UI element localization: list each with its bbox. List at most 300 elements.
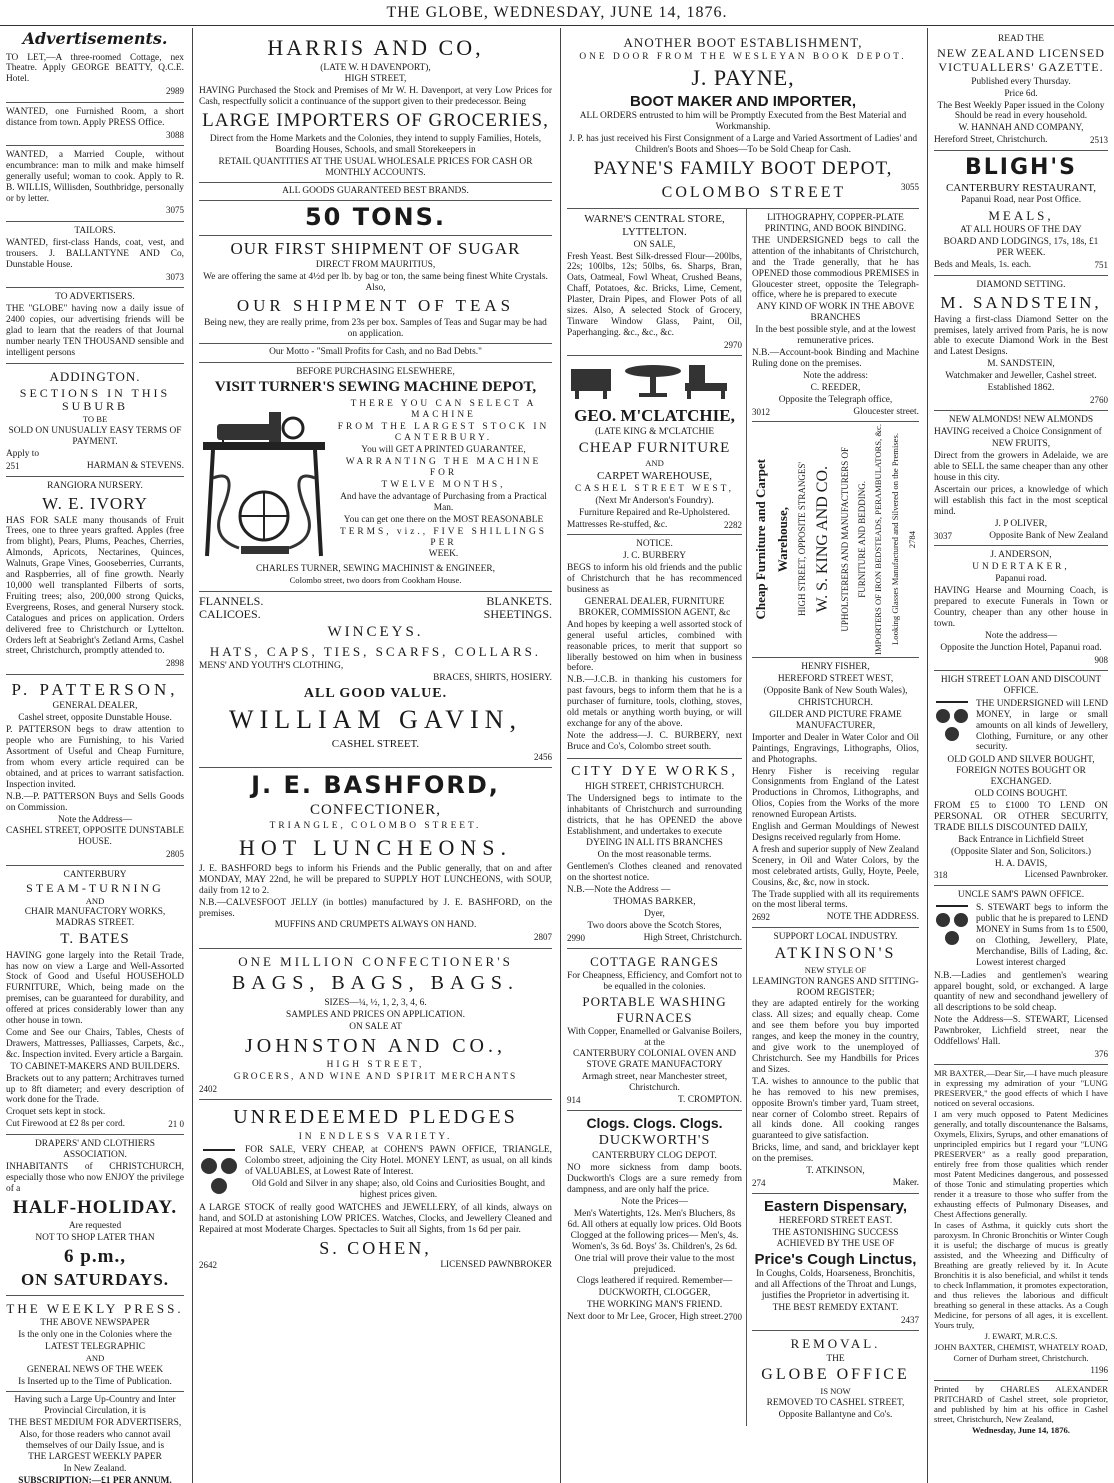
bashford-ad	[199, 768, 552, 949]
best-style: In the best possible style, and at the lowest remunerative prices.	[755, 325, 916, 347]
payne-ad	[567, 30, 919, 209]
patterson-cashel: CASHEL STREET, OPPOSITE DUNSTABLE HOUSE.	[6, 826, 184, 848]
all-hours: AT ALL HOURS OF THE DAY	[960, 225, 1082, 236]
old-gold-text: Old Gold and Silver in any shape; also, old Coins and Curiosities Bought, and highest prices given.	[252, 1179, 545, 1200]
patterson-address: Cashel street, opposite Dunstable House.	[18, 713, 172, 724]
oliver-name: J. P OLIVER,	[994, 518, 1048, 529]
printer-imprint: Printed by CHARLES ALEXANDER PRITCHARD of Cashel street, sole proprietor, and published by him at his office in Cashel street, Christchurch, New Zealand,	[934, 1383, 1108, 1424]
bashford-text: J. E. BASHFORD begs to inform his Friends and the Public generally, that on and after MONDAY, MAY 22nd, he will be prepared to SUPPLY HOT LUNCHEONS, with SOUP, daily from 12 to 2.	[199, 863, 552, 896]
john-baxter: JOHN BAXTER, CHEMIST, WHATELY ROAD,	[934, 1341, 1108, 1352]
bligh-ad	[934, 151, 1108, 276]
hats-caps: HATS, CAPS, TIES, SCARFS, COLLARS.	[209, 643, 542, 659]
christchurch: CHRISTCHURCH.	[798, 698, 873, 709]
asthma-text: In cases of Asthma, it quickly cuts short the paroxysm. In Chronic Bronchitis or Winter Cough it is useful; the discharge of mucus is greatly assisted, and the Wheezing and Difficulty of Breathing are greatly relieved by it. In Acute Bronchitis it is also beneficial, and whilst it tends to check Inflammation, it promotes expectoration, and thus relieves the laborious and difficult breathing so general in these attacks. As a Cough Medicine, for persons of all ages, it is excellent. Yours truly,	[934, 1219, 1108, 1330]
atkinson-name: ATKINSON'S	[774, 945, 897, 963]
one-million: ONE MILLION CONFECTIONER'S	[238, 953, 513, 969]
calvesfoot-text: N.B.—CALVESFOOT JELLY (in bottles) manufactured by J. E. BASHFORD, on the premises.	[199, 897, 552, 919]
no-more-text: NO more sickness from damp boots. Duckworth's Clogs are a sure remedy from dampness, and are only half the price.	[567, 1163, 742, 1196]
ad-number: 2513	[1090, 135, 1108, 146]
harris-ad	[199, 30, 552, 363]
maker-text: Maker.	[892, 1177, 919, 1188]
ad-number: 376	[1094, 1049, 1108, 1059]
hot-luncheons: HOT LUNCHEONS.	[238, 835, 513, 861]
retail-text: RETAIL QUANTITIES AT THE USUAL WHOLESALE PRICES FOR CASH OR MONTHLY ACCOUNTS.	[218, 156, 533, 178]
oven-manufactory: CANTERBURY COLONIAL OVEN AND STOVE GRATE MANUFACTORY	[572, 1049, 737, 1071]
steam-turning-heading: STEAM-TURNING	[26, 880, 164, 895]
tailors-ad	[6, 222, 184, 288]
tailors-heading: TAILORS.	[74, 225, 116, 236]
papanui-road: Papanui road.	[995, 574, 1047, 585]
gilder-text: GILDER AND PICTURE FRAME MANUFACTURER,	[769, 710, 902, 731]
ad-number: 2807	[534, 932, 552, 943]
scenery-text: A fresh and superior supply of New Zealand Scenery, in Oil and Water Colors, by the most celebrated artists, Gully, Hoyte, Peele, Cousins, &c, &c, now in stock.	[752, 844, 919, 888]
ad-number: 2805	[166, 849, 184, 860]
column-4	[927, 28, 1114, 1483]
warne-sale: ON SALE,	[633, 239, 676, 250]
removal-heading: REMOVAL.	[790, 1336, 881, 1352]
undertaker-text: UNDERTAKER,	[972, 562, 1070, 573]
harris-text: HAVING Purchased the Stock and Premises of Mr W. H. Davenport, at very Low Prices for Cash, respectfully solicit a continuance of the support given to their predecessor. Being	[199, 86, 552, 108]
and-text: AND	[645, 458, 664, 469]
brackets-text: Brackets out to any pattern; Architraves turned up to 8ft diameter; and every description of work done for the Trade.	[6, 1073, 184, 1106]
before-text: BEFORE PURCHASING ELSEWHERE,	[296, 367, 455, 378]
cashel-street: CASHEL STREET.	[331, 738, 420, 751]
note-address: Note the address:	[802, 370, 869, 381]
ad-number: 2898	[166, 658, 184, 669]
ad-number: 21 0	[168, 1119, 184, 1130]
to-be-text: TO BE	[82, 414, 108, 425]
on-sale-text: ON SALE AT	[349, 1021, 402, 1032]
turner-ad	[199, 363, 552, 591]
subscription-text: SUBSCRIPTION:—£1 PER ANNUM.	[18, 1476, 172, 1483]
hereford-east: HEREFORD STREET EAST.	[778, 1216, 893, 1227]
payne-name: J. PAYNE,	[691, 64, 795, 90]
masthead: THE GLOBE, WEDNESDAY, JUNE 14, 1876.	[0, 0, 1114, 26]
half-holiday: HALF-HOLIDAY.	[12, 1196, 178, 1218]
note-the-address: NOTE THE ADDRESS.	[826, 912, 919, 923]
reasonable-terms: On the most reasonable terms.	[597, 850, 712, 861]
general-dealer: GENERAL DEALER, FURNITURE BROKER, COMMISSION AGENT, &c	[578, 596, 731, 618]
old-coins: OLD COINS BOUGHT.	[974, 789, 1068, 800]
trade-text: The Trade supplied with all its requirements on the most liberal terms.	[752, 889, 919, 911]
ad-number: 2402	[199, 1083, 217, 1094]
boot-maker: BOOT MAKER AND IMPORTER,	[629, 92, 857, 110]
next-anderson: (Next Mr Anderson's Foundry).	[595, 495, 714, 506]
muffins-text: MUFFINS AND CRUMPETS ALWAYS ON HAND.	[274, 920, 477, 931]
hannah-name: W. HANNAH AND COMPANY,	[958, 123, 1084, 134]
another-boot: ANOTHER BOOT ESTABLISHMENT,	[623, 35, 863, 50]
late-king: (LATE KING & M'CLATCHIE	[594, 426, 715, 437]
beds-text: Beds and Meals, 1s. each.	[934, 260, 1032, 271]
canterbury-text: CANTERBURY	[63, 869, 127, 880]
one-door: ONE DOOR FROM THE WESLEYAN BOOK DEPOT.	[579, 52, 907, 63]
one-trial: One trial will prove their value to the most prejudiced.	[574, 1253, 735, 1275]
terms-text: TERMS, viz., FIVE SHILLINGS PER	[339, 526, 548, 548]
all-good-value: ALL GOOD VALUE.	[303, 685, 448, 701]
is-now: IS NOW	[820, 1385, 851, 1396]
patterson-text: P. PATTERSON begs to draw attention to people who are Furnishing, to his Varied Assortment of Useful and Cheap Furniture, from whom every article required can be obtained, and at prices to warrant satisfaction. Inspection invited.	[6, 725, 184, 790]
harris-late: (LATE W. H DAVENPORT),	[320, 62, 431, 73]
patterson-sub: GENERAL DEALER,	[52, 701, 138, 712]
oliver-address: Opposite Bank of New Zealand	[989, 530, 1108, 541]
sections-text: SECTIONS IN THIS SUBURB	[19, 385, 171, 414]
anderson-ad	[934, 546, 1108, 671]
ad-number: 914	[567, 1095, 581, 1106]
inhabitants-text: INHABITANTS of CHRISTCHURCH, especially those who now ENJOY the privilege of a	[6, 1161, 184, 1194]
prices-note: Note the Prices—	[621, 1197, 688, 1208]
twelve-months: TWELVE MONTHS,	[381, 480, 506, 491]
stewart-ad	[934, 886, 1108, 1065]
ad-number: 318	[934, 870, 948, 881]
ad-number: 2282	[724, 519, 742, 530]
fifty-tons: 50 TONS.	[304, 202, 446, 231]
turner-address: Colombo street, two doors from Cookham House.	[289, 574, 462, 585]
teas-heading: OUR SHIPMENT OF TEAS	[236, 295, 515, 315]
sold-text: SOLD ON UNUSUALLY EASY TERMS OF PAYMENT.	[8, 426, 182, 448]
ad-number: 1196	[1090, 1364, 1108, 1375]
ad-number: 3037	[934, 530, 952, 541]
sandstein-name: M. SANDSTEIN,	[987, 359, 1055, 370]
established-text: Established 1862.	[987, 383, 1055, 394]
notice-heading: NOTICE.	[636, 539, 673, 550]
leathered-text: Clogs leathered if required. Remember—	[576, 1276, 733, 1287]
armagh-text: Armagh street, near Manchester street, Christchurch.	[581, 1072, 728, 1094]
triangle-text: TRIANGLE, COLOMBO STREET.	[269, 821, 482, 832]
ivory-name: W. E. IVORY	[42, 493, 148, 513]
leamington-text: LEAMINGTON RANGES AND SITTING-ROOM REGISTER;	[752, 976, 919, 998]
high-street: High Street, Christchurch.	[643, 932, 742, 943]
visit-turner: VISIT TURNER'S SEWING MACHINE DEPOT,	[214, 379, 537, 396]
duckworth-clogger: DUCKWORTH, CLOGGER,	[598, 1288, 711, 1299]
watchmaker-text: Watchmaker and Jeweller, Cashel street.	[945, 371, 1097, 382]
loan-heading: HIGH STREET LOAN AND DISCOUNT OFFICE.	[940, 675, 1102, 696]
direct-text: Direct from the Home Markets and the Colonies, they intend to supply Families, Hotels, Boarding Houses, Schools, and small Storekeepers in	[209, 134, 542, 156]
also-text: Also, for those readers who cannot avail themselves of our Daily Issue, and is	[19, 1429, 171, 1451]
pawnbroker-balls-icon	[934, 698, 970, 746]
there-text: THERE YOU CAN SELECT A MACHINE	[350, 398, 537, 420]
oliver-ad	[934, 411, 1108, 546]
warranting-text: WARRANTING THE MACHINE FOR	[345, 457, 542, 479]
calicoes: CALICOES.	[199, 607, 261, 622]
patterson-nb: N.B.—P. PATTERSON Buys and Sells Goods on Commission.	[6, 791, 184, 813]
weekly-press-ad	[6, 1296, 184, 1483]
junction-text: Opposite the Junction Hotel, Papanui road.	[940, 642, 1102, 653]
nb-jcb: N.B.—J.C.B. in thanking his customers for past favours, begs to inform them that he is a purchaser of furniture, tools, clothing, stoves, old metals or anything worth buying, or will exchange for any of the above.	[567, 675, 742, 729]
hopes-text: And hopes by keeping a well assorted stock of general useful articles, combined with reasonable prices, to merit that support so liberally bestowed on him when in business before.	[567, 619, 742, 674]
steam-turning-ad	[6, 866, 184, 1135]
two-doors: Two doors above the Scotch Stores,	[587, 920, 722, 931]
licensed-pawnbroker: Licensed Pawnbroker.	[1024, 870, 1108, 881]
bags-heading: BAGS, BAGS, BAGS.	[231, 971, 520, 994]
drapers-heading: DRAPERS' AND CLOTHIERS ASSOCIATION.	[35, 1139, 155, 1161]
portable-washing: PORTABLE WASHING FURNACES	[582, 994, 727, 1025]
largest-weekly: THE LARGEST WEEKLY PAPER	[28, 1452, 162, 1463]
sheetings: SHEETINGS.	[483, 607, 552, 622]
next-door: Next door to Mr Lee, Grocer, High street.	[567, 1312, 724, 1323]
high-street: HIGH STREET,	[326, 1059, 425, 1070]
sizes-text: SIZES—¼, ½, 1, 2, 3, 4, 6.	[324, 998, 427, 1009]
mouldings-text: English and German Mouldings of Newest Designs received regularly from Home.	[752, 822, 919, 843]
opp-telegraph: Opposite the Telegraph office,	[778, 394, 893, 405]
jp-text: J. P. has just received his First Consignment of a Large and Varied Assortment of Ladies' and Children's Boots and Shoes—To be Sold Cheap for Cash.	[568, 133, 918, 155]
mclatchie-ad	[567, 356, 742, 535]
latest-telegraphic: LATEST TELEGRAPHIC	[45, 1342, 145, 1353]
davis-ad	[934, 671, 1108, 886]
above-newspaper: THE ABOVE NEWSPAPER	[40, 1318, 150, 1329]
and-text: AND	[85, 1353, 105, 1364]
vertical-importers: IMPORTERS OF IRON BEDSTEADS, PERAMBULATORS, &c.	[873, 423, 884, 655]
clogs-heading: Clogs. Clogs. Clogs.	[586, 1114, 723, 1131]
burbery-text: BEGS to inform his old friends and the public of Christchurch that he has recommenced business as	[567, 563, 742, 596]
best-medium: THE BEST MEDIUM FOR ADVERTISERS,	[8, 1417, 182, 1428]
adapted-text: they are adapted entirely for the working class. All sizes; and equally cheap. Come and see them before you buy imported ranges, and keep the money in the country, and give work to the unemployed of Christchurch. See my Handbills for Prices and Sizes.	[752, 999, 919, 1075]
advantage-text: And have the advantage of Purchasing from a Practical Man.	[340, 491, 547, 513]
only-text: Is the only one in the Colonies where the	[18, 1330, 172, 1341]
reeder-name: C. REEDER,	[810, 382, 861, 393]
watches-text: A LARGE STOCK of really good WATCHES and JEWELLERY, of all kinds, always on hand, and SOLD at astonishing LOW PRICES. Watches, Clocks, and Jewellery Cleaned and Repaired at most Moderate Charges. Spectacles to Suit all Sights, from 1s 6d per pair.	[199, 1202, 552, 1235]
cohen-name: S. COHEN,	[319, 1237, 432, 1258]
working-man: THE WORKING MAN'S FRIEND.	[586, 1300, 723, 1311]
wanted-couple-ad	[6, 146, 184, 222]
turner-name: CHARLES TURNER, SEWING MACHINIST & ENGINEER,	[256, 563, 495, 574]
crompton-name: T. CROMPTON.	[678, 1095, 742, 1106]
corner-text: Corner of Durham street, Christchurch.	[953, 1352, 1089, 1363]
cabinet-makers: TO CABINET-MAKERS AND BUILDERS.	[10, 1061, 180, 1072]
cheapness-text: For Cheapness, Efficiency, and Comfort not to be equalled in the colonies.	[567, 970, 742, 992]
atkinson-ad	[752, 928, 919, 1194]
warne-ad	[567, 209, 742, 356]
ad-number: 3075	[166, 205, 184, 216]
eastern-dispensary: Eastern Dispensary,	[763, 1197, 908, 1215]
ad-number: 908	[1094, 654, 1108, 665]
published-text: Published every Thursday.	[971, 76, 1071, 87]
carpet-warehouse: CARPET WAREHOUSE,	[596, 470, 713, 483]
advertisers-ad	[6, 288, 184, 364]
paynes-family: PAYNE'S FAMILY BOOT DEPOT,	[593, 157, 893, 179]
vertical-upholsterers: UPHOLSTERERS AND MANUFACTURERS OF	[839, 447, 850, 632]
rangiora-heading: RANGIORA NURSERY.	[47, 480, 143, 491]
barker-name: THOMAS BARKER,	[613, 896, 696, 907]
ad-number: 751	[1094, 260, 1108, 271]
removed-text: REMOVED TO CASHEL STREET,	[766, 1397, 905, 1408]
croquet-text: Croquet sets kept in stock.	[6, 1107, 106, 1118]
six-pm: 6 p.m.,	[64, 1245, 126, 1267]
mattresses-text: Mattresses Re-stuffed, &c.	[567, 519, 668, 530]
bashford-heading: J. E. BASHFORD,	[251, 771, 500, 800]
wanted-room-ad	[6, 103, 184, 146]
opposite-slater: (Opposite Slater and Son, Solicitors.)	[950, 846, 1092, 857]
lend-text: FROM £5 to £1000 TO LEND ON PERSONAL OR OTHER SECURITY, TRADE BILLS DISCOUNTED DAILY,	[934, 800, 1108, 833]
wanted-couple-text: WANTED, a Married Couple, without encumbrance: man to milk and make himself generally useful; woman to cook. Apply to R. B. WILLIS, Willisden, Southbridge, personally or by letter.	[6, 149, 184, 204]
bates-name: T. BATES	[60, 931, 130, 948]
warne-text: Fresh Yeast. Best Silk-dressed Flour—200lbs, 22s; 100lbs, 12s; 50lbs, 6s. Sharps, Bran, Oats, Oatmeal, Fowl Wheat, Crushed Beans, Chaff, Potatoes, &c. Bricks, Lime, Cement, Plaster, Drain Pipes, and Flower Pots of all sizes. Also, A selected Stock of Grocery, Tinware Window Glass, Paint, Oil, Paperhanging. &c., &c., &c.	[567, 251, 742, 338]
litho-heading: LITHOGRAPHY, COPPER-PLATE PRINTING, AND BOOK BINDING.	[764, 213, 907, 234]
harman-stevens: HARMAN & STEVENS.	[86, 461, 184, 471]
nz-text: In New Zealand.	[63, 1464, 127, 1475]
bates-come: Come and See our Chairs, Tables, Chests of Drawers, Mattresses, Palliasses, Carpets, &c., &c. Inspection invited. Every article a Bargain.	[6, 1028, 184, 1060]
general-news: GENERAL NEWS OF THE WEEK	[26, 1365, 164, 1376]
back-entrance: Back Entrance in Lichfield Street	[958, 834, 1084, 845]
vertical-furniture-bedding: FURNITURE AND BEDDING.	[856, 481, 867, 598]
fisher-text: Henry Fisher is receiving regular Consignments from England of the Latest Productions in Chromos, Lithographs, and Olios, Copies from the Works of the more renowned European Artists.	[752, 766, 919, 821]
ad-number: 2437	[901, 1315, 919, 1326]
ad-number: 2456	[534, 751, 552, 762]
firewood-text: Cut Firewood at £2 8s per cord.	[6, 1119, 125, 1130]
vertical-cheap-furniture: Cheap Furniture and Carpet	[753, 459, 769, 620]
ad-number: 2642	[199, 1260, 217, 1271]
chair-manufactory: CHAIR MANUFACTORY WORKS, MADRAS STREET.	[24, 907, 166, 929]
clog-prices: Men's Watertights, 12s. Men's Bluchers, 8s 6d. All others at equally low prices. Old Boots Clogged at the following prices— Men's, 4s. Women's, 3s 6d. Boys' 3s. Children's, 2s 6d.	[567, 1208, 742, 1252]
meals-text: MEALS,	[988, 208, 1054, 224]
globe-office: GLOBE OFFICE	[761, 1366, 910, 1384]
gazette-title: NEW ZEALAND LICENSED VICTUALLERS' GAZETTE.	[937, 45, 1105, 74]
sandstein-ad	[934, 276, 1108, 411]
on-saturdays: ON SATURDAYS.	[20, 1269, 170, 1289]
ad-number: 3012	[752, 406, 770, 417]
bligh-heading: BLIGH'S	[964, 155, 1078, 181]
price-text: Price 6d.	[1004, 88, 1038, 99]
new-style: NEW STYLE OF	[804, 964, 867, 975]
copper-text: With Copper, Enamelled or Galvanise Boilers, at the	[567, 1026, 742, 1048]
for-sale-text: FOR SALE, VERY CHEAP, at COHEN'S PAWN OFFICE, TRIANGLE, Colombo street, adjoining the City Hotel. MONEY LENT, as usual, on all kinds of VALUABLES, at Lowest Rate of Interest.	[245, 1145, 552, 1178]
coughs-text: In Coughs, Colds, Hoarseness, Bronchitis, and all Affections of the Throat and Lungs, justifies the Proprietor in advertising it.	[754, 1269, 917, 1302]
samples-text: SAMPLES AND PRICES ON APPLICATION.	[286, 1009, 465, 1020]
winceys: WINCEYS.	[327, 624, 424, 641]
johnston-name: JOHNSTON AND CO.,	[245, 1034, 506, 1057]
burbery-name: J. C. BURBERY	[622, 551, 687, 562]
william-gavin: WILLIAM GAVIN,	[229, 704, 522, 734]
printed-text: You will GET A PRINTED GUARANTEE,	[361, 445, 526, 456]
ad-number: 2760	[1090, 395, 1108, 405]
ad-number: 2970	[724, 339, 742, 350]
davis-name: H. A. DAVIS,	[994, 858, 1048, 869]
ad-number: 2700	[724, 1312, 742, 1323]
pawnbroker-balls-icon	[934, 902, 970, 950]
addington-ad	[6, 364, 184, 476]
furniture-illustration	[567, 359, 737, 401]
teas-text: Being new, they are really prime, from 23s per box. Samples of Teas and Sugar may be had on application.	[204, 317, 547, 339]
new-fruits: NEW FRUITS,	[991, 439, 1051, 450]
restaurant-text: CANTERBURY RESTAURANT,	[945, 181, 1097, 194]
baxter-letter: MR BAXTER,—Dear Sir,—I have much pleasure in expressing my admiration of your "LUNG PRESERVER," the good effects of which I have noticed on several occasions.	[934, 1068, 1108, 1109]
mauritius-text: DIRECT FROM MAURITIUS,	[315, 260, 436, 271]
all-goods: ALL GOODS GUARANTEED BEST BRANDS.	[282, 185, 469, 196]
ad-number: 274	[752, 1177, 766, 1188]
advertisers-heading: TO ADVERTISERS.	[55, 291, 135, 302]
astonishing-text: THE ASTONISHING SUCCESS ACHIEVED BY THE USE OF	[772, 1228, 899, 1250]
requested-text: Are requested	[68, 1220, 122, 1231]
anderson-name: J. ANDERSON,	[990, 550, 1052, 561]
hearse-text: HAVING Hearse and Mourning Coach, is prepared to execute Funerals in Town or Country, cheaper than any other house in town.	[934, 586, 1108, 629]
note-address: Note the address—	[985, 630, 1057, 641]
fisher-name: HENRY FISHER,	[801, 662, 870, 673]
cohen-ad	[199, 1100, 552, 1275]
imprint	[934, 1381, 1108, 1441]
opposed-text: I am very much opposed to Patent Medicines generally, and totally discountenance the Balsams, Oxymels, Elixirs, Syrups, and other emanations of unprincipled empirics but I regard your "LUNG PRESERVER" as a really good preparation, entirely free from those qualities which render most Patent Medicines dangerous, and possessed of those Tonic and stimulating properties which render it a treasure to those who suffer from the exhausting effects of Pulmonary Diseases, and Chest Affections generally.	[934, 1109, 1108, 1219]
cheap-furniture: CHEAP FURNITURE	[578, 439, 731, 456]
flannels: FLANNELS.	[199, 593, 264, 608]
drapers-ad	[6, 1135, 184, 1296]
advertisers-text: THE "GLOBE" having now a daily issue of 2400 copies, our advertising friends will be glad to learn that the readers of that Journal number nearly TEN THOUSAND sensible and intelligent persons	[6, 303, 184, 358]
best-weekly: The Best Weekly Paper issued in the Colony Should be read in every household.	[937, 100, 1105, 122]
remedy-text: THE BEST REMEDY EXTANT.	[772, 1303, 899, 1314]
read-the: READ THE	[998, 34, 1044, 44]
baxter-ad	[934, 1065, 1108, 1381]
repaired-text: Furniture Repaired and Re-Upholstered.	[579, 507, 730, 518]
imprint-date: Wednesday, June 14, 1876.	[972, 1424, 1070, 1435]
dye-text: The Undersigned begs to intimate to the inhabitants of Christchurch and surrounding districts, that he has OPENED the above Establishment, and undertakes to execute	[567, 793, 742, 837]
uncle-sam: UNCLE SAM'S PAWN OFFICE.	[957, 890, 1085, 901]
ascertain-text: Ascertain our prices, a knowledge of which will establish this fact in the most sceptical mind.	[934, 484, 1108, 517]
board-text: BOARD AND LODGINGS, 17s, 18s, £1 PER WEEK.	[943, 237, 1099, 259]
blankets: BLANKETS.	[486, 593, 552, 608]
inserted-text: Is Inserted up to the Time of Publication.	[18, 1376, 172, 1387]
ad-number: 2692	[752, 912, 770, 923]
opposite-ballantyne: Opposite Ballantyne and Co's.	[778, 1409, 893, 1420]
ad-number: 3055	[900, 181, 919, 192]
city-dye-ad	[567, 759, 742, 949]
colombo-street: COLOMBO STREET	[661, 183, 847, 201]
bates-text: HAVING gone largely into the Retail Trade, has now on view a Large and Well-Assorted Stock of Good and Useful HOUSEHOLD FURNITURE, Which, being made on the premises, can be guaranteed for durability, and offered at prices considerably lower than any other house in town.	[6, 950, 184, 1027]
confectioner: CONFECTIONER,	[310, 802, 441, 819]
offering-text: We are offering the same at 4½d per lb. by bag or ton, the same being finest White Crystals. Also,	[203, 272, 548, 294]
removal-ad	[752, 1331, 919, 1425]
fisher-ad	[752, 658, 919, 928]
loan-text: THE UNDERSIGNED will LEND MONEY, in large or small amounts on all kinds of Jewellery, Clothing, Furniture, or any other security.	[976, 698, 1108, 753]
johnston-ad	[199, 949, 552, 1100]
nb-address: N.B.—Note the Address —	[567, 885, 671, 896]
dye-high: HIGH STREET, CHRISTCHURCH.	[585, 781, 724, 792]
ta-text: T.A. wishes to announce to the public that he has removed to his new premises, opposite Brown's timber yard, Tuam street, near corner of Colombo street. Repairs of all kinds done. All cooking ranges guaranteed to give satisfaction.	[752, 1076, 919, 1142]
to-let-ad	[6, 49, 184, 103]
sewing-machine-illustration	[199, 398, 329, 563]
atkinson-signature: T. ATKINSON,	[806, 1166, 865, 1177]
gentlemen-text: Gentlemen's Clothes cleaned and renovated on the shortest notice.	[567, 862, 742, 884]
ewart-signature: J. EWART, M.R.C.S.	[984, 1330, 1058, 1341]
ad-number: 251	[6, 461, 20, 471]
ad-number: 2990	[567, 932, 585, 943]
reeder-ad	[752, 209, 919, 422]
harris-high: HIGH STREET,	[344, 74, 407, 85]
fisher-address: HEREFORD STREET WEST,	[777, 674, 894, 685]
crompton-ad	[567, 949, 742, 1111]
cashel-west: CASHEL STREET WEST,	[575, 483, 734, 494]
mclatchie-name: GEO. M'CLATCHIE,	[574, 406, 735, 426]
column-1	[0, 28, 190, 1483]
almonds-text: HAVING received a Choice Consignment of	[934, 427, 1102, 438]
the-text: THE	[826, 1353, 845, 1364]
litho-text: THE UNDERSIGNED begs to call the attention of the inhabitants of Christchurch, and the Trade generally, that he has OPENED those commodious PREMISES in Gloucester street, opposite the Telegraph-office, where he is prepared to execute	[752, 235, 919, 301]
stewart-text: S. STEWART begs to inform the public that he is prepared to LEND MONEY in Sums from 1s to £500, on Clothing, Jewellery, Plate, Merchandise, Bills of Lading, &c. Lowest interest charged	[976, 903, 1108, 968]
braces-text: BRACES, SHIRTS, HOSIERY.	[433, 672, 552, 683]
dyeing-text: DYEING IN ALL ITS BRANCHES	[586, 838, 723, 849]
note-stewart: Note the Address—S. STEWART, Licensed Pawnbroker, Lichfield street, near the Oddfellows' Hall.	[934, 1015, 1108, 1048]
gazette-ad	[934, 30, 1108, 151]
licensed-pawnbroker: LICENSED PAWNBROKER	[440, 1260, 552, 1271]
advertisements-heading: Advertisements.	[22, 29, 168, 48]
clog-depot: CANTERBURY CLOG DEPOT.	[592, 1151, 717, 1162]
importer-text: Importer and Dealer in Water Color and Oil Paintings, Engravings, Lithographs, Olios, and Photographs.	[752, 732, 919, 765]
vertical-looking-glasses: Looking Glasses Manufactured and Silvered on the Premises.	[889, 433, 900, 646]
hannah-address: Hereford Street, Christchurch.	[934, 135, 1048, 146]
sugar-heading: OUR FIRST SHIPMENT OF SUGAR	[230, 238, 521, 258]
vertical-king-co: W. S. KING AND CO.	[814, 466, 832, 613]
dyer-text: Dyer,	[644, 908, 665, 919]
note-jcb: Note the address—J. C. BURBERY, next Bruce and Co's, Colombo street south.	[567, 730, 742, 752]
mens-clothing: MENS' AND YOUTH'S CLOTHING,	[199, 660, 344, 671]
from-text: FROM THE LARGEST STOCK IN	[337, 421, 550, 432]
ad-number: 2989	[166, 86, 184, 97]
